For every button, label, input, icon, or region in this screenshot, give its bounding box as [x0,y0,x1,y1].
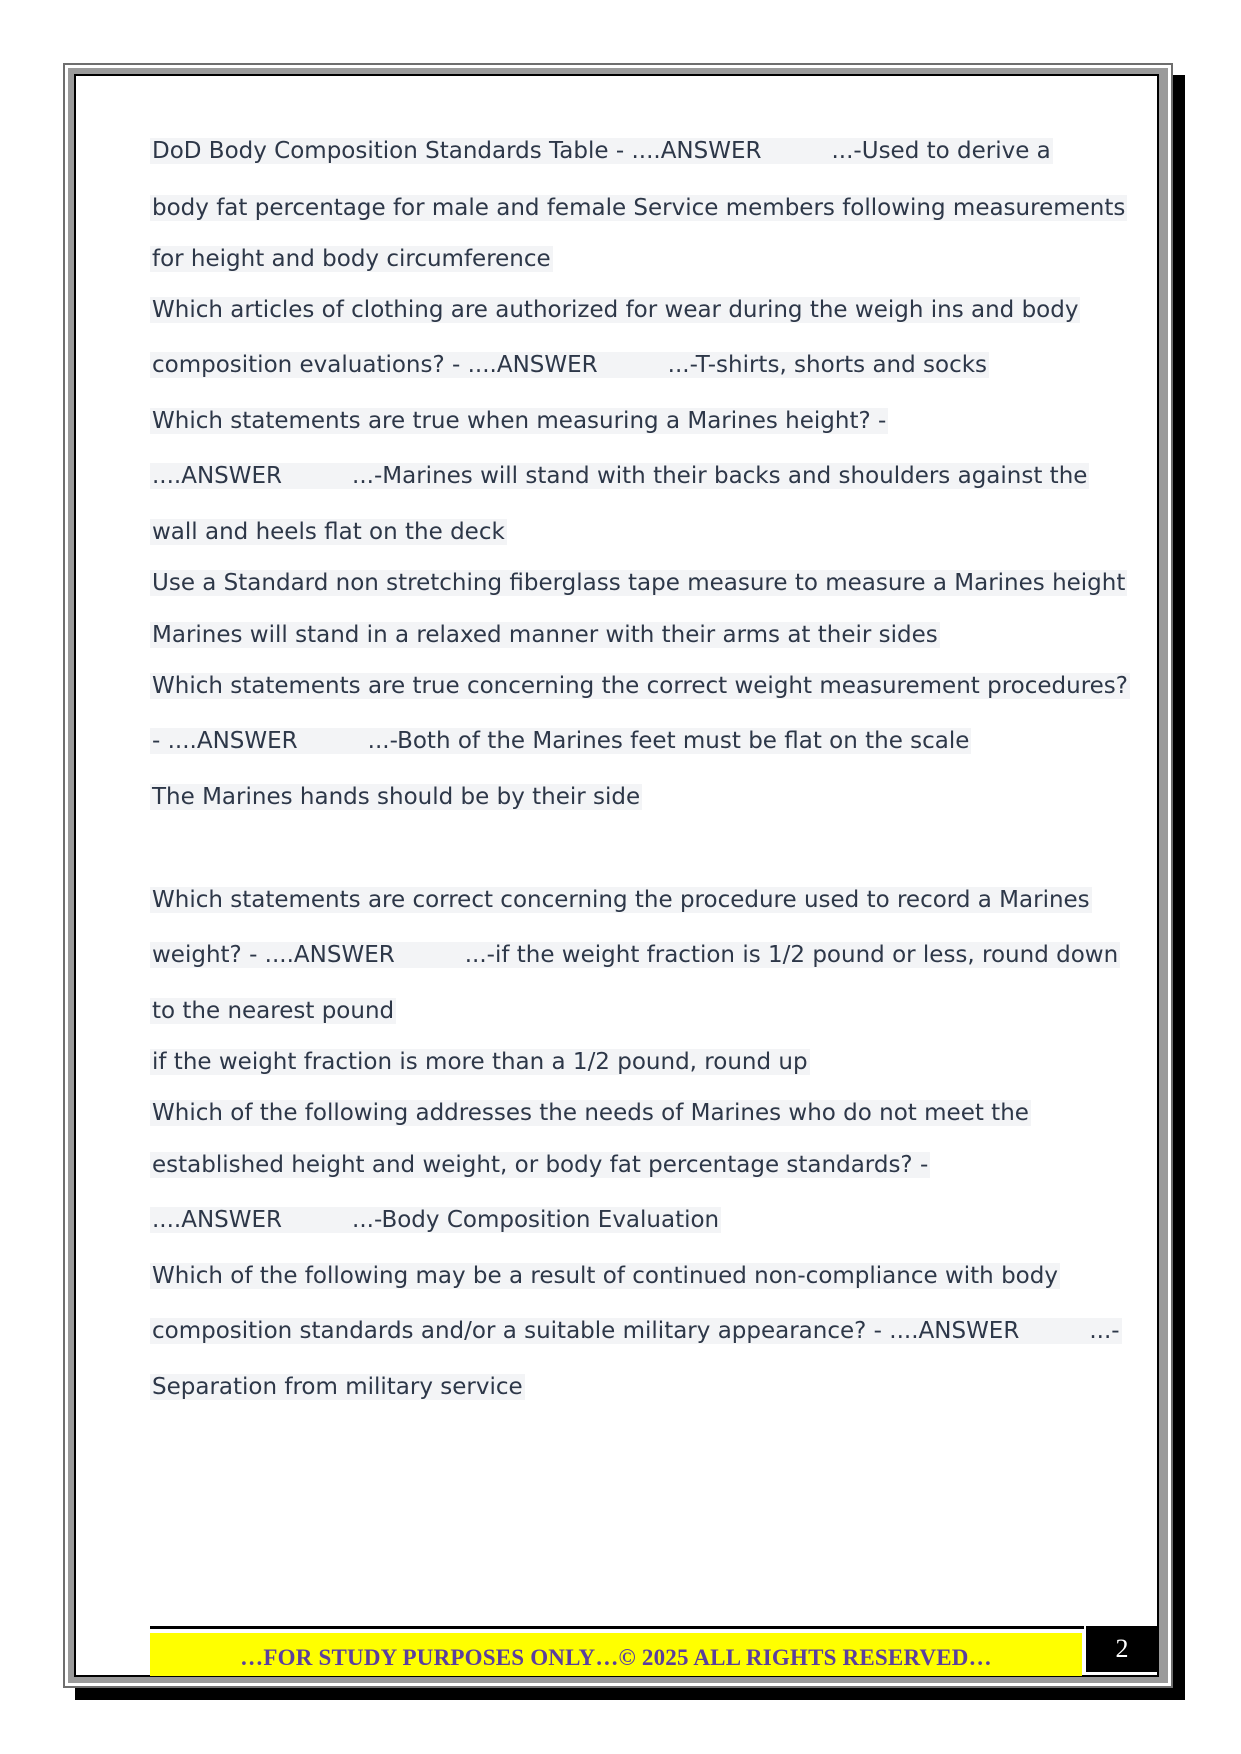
text-line: Separation from military service [152,1374,523,1400]
text-line: for height and body circumference [152,246,551,272]
text-line: composition standards and/or a suitable military appearance? - ....ANSWER ...- [152,1318,1120,1344]
footer-text: …FOR STUDY PURPOSES ONLY…© 2025 ALL RIGHTS RESERVED… [240,1645,992,1670]
text-line: body fat percentage for male and female Service members following measurements [152,195,1126,221]
footer-rule [150,1626,1084,1629]
text-line: Which statements are true when measuring a Marines height? - [152,408,887,434]
text-line: weight? - ....ANSWER ...-if the weight fraction is 1/2 pound or less, round down [152,942,1119,968]
text-line: DoD Body Composition Standards Table - ....ANSWER ...-Used to derive a [152,138,1051,164]
text-line: Which statements are correct concerning the procedure used to record a Marines [152,887,1090,913]
text-line: Which of the following may be a result of continued non-compliance with body [152,1263,1058,1289]
text-line: wall and heels flat on the deck [152,519,505,545]
text-line: ....ANSWER ...-Marines will stand with their backs and shoulders against the [152,463,1088,489]
text-line: Which statements are true concerning the correct weight measurement procedures? [152,673,1128,699]
page-number: 2 [1086,1626,1158,1672]
text-line: - ....ANSWER ...-Both of the Marines feet must be flat on the scale [152,728,970,754]
text-line: Which of the following addresses the needs of Marines who do not meet the [152,1100,1029,1126]
text-line: to the nearest pound [152,998,395,1024]
text-line: Which articles of clothing are authorized for wear during the weigh ins and body [152,297,1079,323]
text-line: Marines will stand in a relaxed manner with their arms at their sides [152,622,938,648]
text-line: composition evaluations? - ....ANSWER ...-T-shirts, shorts and socks [152,352,988,378]
text-line: if the weight fraction is more than a 1/2 pound, round up [152,1049,808,1075]
text-line: Use a Standard non stretching fiberglass tape measure to measure a Marines height [152,570,1126,596]
footer-banner [150,1633,1082,1676]
text-line: ....ANSWER ...-Body Composition Evaluation [152,1207,720,1233]
text-line: established height and weight, or body fat percentage standards? - [152,1152,929,1178]
text-line: The Marines hands should be by their side [152,784,641,810]
